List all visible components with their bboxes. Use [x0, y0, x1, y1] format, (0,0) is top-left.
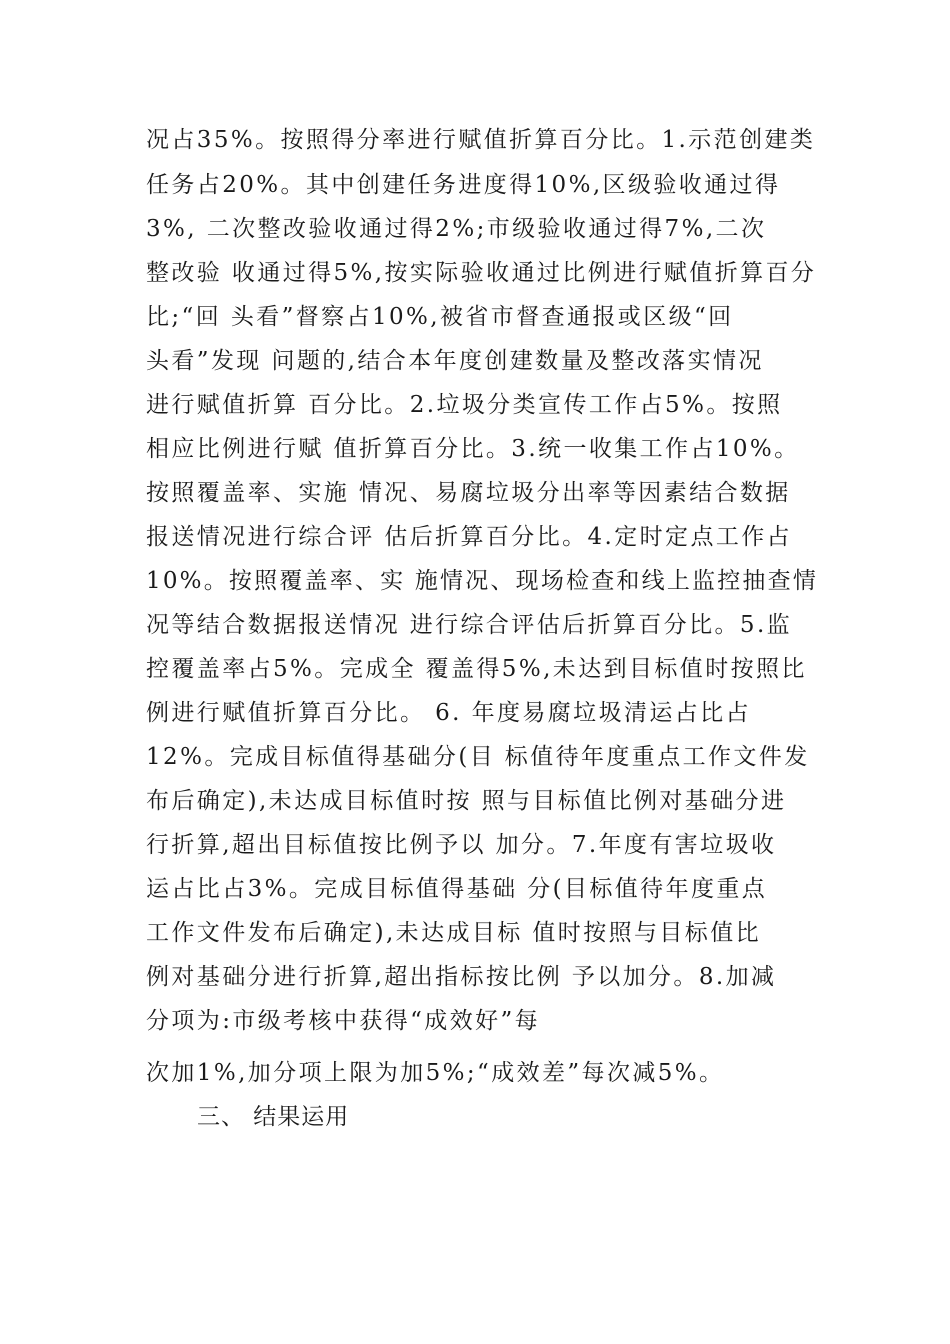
body-text-line: 工作文件发布后确定),未达成目标 值时按照与目标值比	[146, 920, 761, 946]
body-text-line: 任务占20%。其中创建任务进度得10%,区级验收通过得	[146, 172, 781, 198]
section-heading: 三、 结果运用	[197, 1104, 350, 1130]
body-text-line: 运占比占3%。完成目标值得基础 分(目标值待年度重点	[146, 876, 768, 902]
body-text-line: 控覆盖率占5%。完成全 覆盖得5%,未达到目标值时按照比	[146, 656, 807, 682]
body-text-line: 3%, 二次整改验收通过得2%;市级验收通过得7%,二次	[146, 216, 767, 242]
body-text-line: 例对基础分进行折算,超出指标按比例 予以加分。8.加减	[146, 964, 777, 990]
body-text-line: 分项为:市级考核中获得“成效好”每	[146, 1008, 541, 1034]
body-text-line: 整改验 收通过得5%,按实际验收通过比例进行赋值折算百分	[146, 260, 817, 286]
body-text-line: 况等结合数据报送情况 进行综合评估后折算百分比。5.监	[146, 612, 793, 638]
body-text-line: 12%。完成目标值得基础分(目 标值待年度重点工作文件发	[146, 744, 810, 770]
body-text-line: 比;“回 头看”督察占10%,被省市督查通报或区级“回	[146, 304, 734, 330]
body-text-line: 10%。按照覆盖率、实 施情况、现场检查和线上监控抽查情	[146, 568, 819, 594]
body-text-line: 布后确定),未达成目标值时按 照与目标值比例对基础分进	[146, 788, 787, 814]
body-text-line: 例进行赋值折算百分比。 6. 年度易腐垃圾清运占比占	[146, 700, 751, 726]
body-text-line: 头看”发现 问题的,结合本年度创建数量及整改落实情况	[146, 348, 764, 374]
body-text-line: 行折算,超出目标值按比例予以 加分。7.年度有害垃圾收	[146, 832, 777, 858]
body-text-line: 次加1%,加分项上限为加5%;“成效差”每次减5%。	[146, 1060, 725, 1086]
body-text-line: 报送情况进行综合评 估后折算百分比。4.定时定点工作占	[146, 524, 793, 550]
body-text-line: 相应比例进行赋 值折算百分比。3.统一收集工作占10%。	[146, 436, 800, 462]
body-text-line: 况占35%。按照得分率进行赋值折算百分比。1.示范创建类	[146, 127, 816, 153]
body-text-line: 进行赋值折算 百分比。2.垃圾分类宣传工作占5%。按照	[146, 392, 783, 418]
body-text-line: 按照覆盖率、实施 情况、易腐垃圾分出率等因素结合数据	[146, 480, 791, 506]
